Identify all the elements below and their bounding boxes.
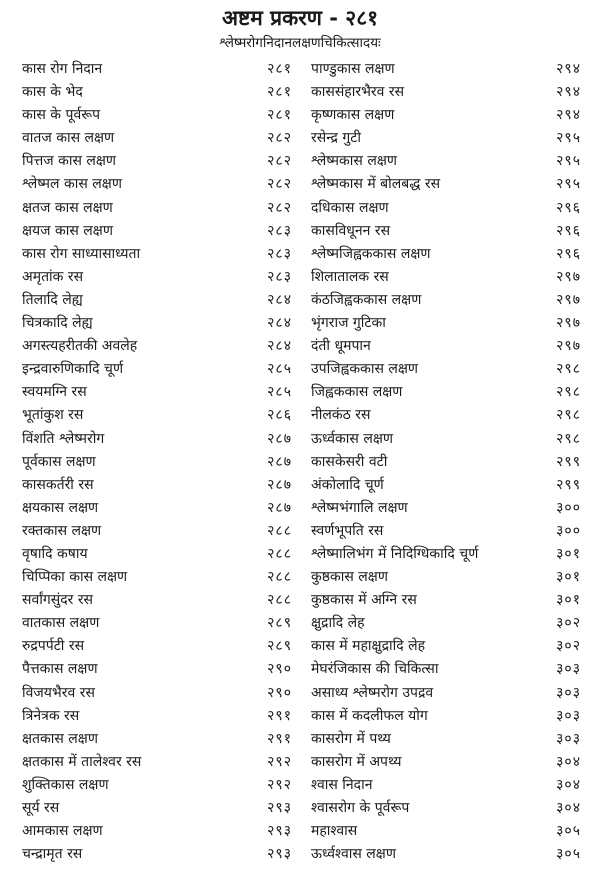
entry-page-number: २९४ [556, 61, 581, 77]
index-entry [311, 497, 581, 520]
entry-title: ऊर्ध्वश्वास लक्षण [311, 846, 396, 863]
index-entry [22, 820, 292, 843]
index-entry [22, 635, 292, 658]
index-entry [22, 751, 292, 774]
entry-title: कास में कदलीफल योग [311, 707, 428, 724]
index-entry [22, 843, 292, 866]
index-entry [311, 220, 581, 243]
entry-page-number: २९५ [556, 130, 581, 147]
entry-title: श्लेष्मकास में बोलबद्ध रस [311, 176, 441, 193]
entry-title: कास के पूर्वरूप [22, 107, 101, 124]
entry-page-number: २९६ [556, 222, 581, 239]
index-entry [311, 543, 581, 566]
entry-title: तिलादि लेह्य [22, 291, 83, 308]
index-entry [22, 58, 292, 81]
index-entry [22, 428, 292, 451]
entry-title: अंकोलादि चूर्ण [311, 476, 384, 493]
index-entry [311, 451, 581, 474]
index-entry [22, 104, 292, 127]
entry-page-number: २८२ [267, 153, 292, 170]
entry-title: अमृतांक रस [22, 268, 84, 285]
index-entry [311, 658, 581, 681]
entry-title: वातकास लक्षण [22, 615, 100, 632]
entry-page-number: ३०४ [556, 800, 581, 816]
entry-page-number: २८१ [267, 107, 292, 124]
index-column-left [22, 58, 292, 866]
entry-title: कास में महाक्षुद्रादि लेह [311, 638, 426, 655]
entry-page-number: २८९ [267, 615, 292, 632]
entry-page-number: २९२ [267, 776, 292, 793]
entry-page-number: ३०५ [556, 846, 581, 863]
entry-page-number: २९५ [556, 176, 581, 193]
index-entry [22, 658, 292, 681]
entry-page-number: २९१ [267, 730, 292, 747]
entry-page-number: २८८ [267, 522, 292, 539]
entry-page-number: २९९ [556, 476, 581, 493]
index-entry [22, 682, 292, 705]
entry-page-number: २८२ [267, 130, 292, 147]
entry-page-number: २९८ [556, 384, 581, 401]
entry-title: कास रोग निदान [22, 61, 103, 77]
entry-page-number: २८८ [267, 569, 292, 586]
index-entry [22, 543, 292, 566]
entry-title: अगस्त्यहरीतकी अवलेह [22, 338, 138, 355]
entry-title: चन्द्रामृत रस [22, 846, 83, 863]
entry-page-number: २९७ [556, 268, 581, 285]
entry-title: कास के भेद [22, 84, 83, 101]
index-entry [311, 127, 581, 150]
index-entry [22, 220, 292, 243]
index-entry [22, 520, 292, 543]
entry-title: कासरोग में अपथ्य [311, 753, 402, 770]
index-entry [22, 243, 292, 266]
entry-page-number: २९३ [267, 823, 292, 840]
index-entry [311, 104, 581, 127]
entry-title: श्वास निदान [311, 776, 373, 793]
entry-title: पाण्डुकास लक्षण [311, 61, 395, 77]
entry-title: क्षतकास लक्षण [22, 730, 98, 747]
index-entry [22, 150, 292, 173]
entry-page-number: २८९ [267, 638, 292, 655]
entry-page-number: २९४ [556, 107, 581, 124]
entry-title: काससंहारभैरव रस [311, 84, 405, 101]
entry-title: कासरोग में पथ्य [311, 730, 391, 747]
entry-title: सूर्य रस [22, 800, 60, 816]
index-entry [311, 428, 581, 451]
entry-page-number: ३०४ [556, 753, 581, 770]
page-subtitle: श्लेष्मरोगनिदानलक्षणचिकित्सादयः [219, 35, 381, 51]
entry-title: कुष्ठकास लक्षण [311, 569, 388, 586]
entry-title: नीलकंठ रस [311, 407, 371, 424]
entry-title: चित्रकादि लेह्य [22, 315, 93, 332]
entry-page-number: २८३ [267, 245, 292, 262]
entry-title: कासविधूनन रस [311, 222, 391, 239]
entry-page-number: २८७ [267, 499, 292, 516]
index-entry [311, 474, 581, 497]
entry-title: भृंगराज गुटिका [311, 315, 386, 332]
entry-title: इन्द्रवारुणिकादि चूर्ण [22, 361, 124, 378]
index-entry [22, 474, 292, 497]
index-entry [22, 312, 292, 335]
index-entry [22, 289, 292, 312]
index-entry [311, 751, 581, 774]
entry-title: दधिकास लक्षण [311, 199, 389, 216]
entry-title: उपजिह्वककास लक्षण [311, 361, 419, 378]
index-entry [311, 173, 581, 196]
entry-page-number: २८७ [267, 430, 292, 447]
entry-title: वातज कास लक्षण [22, 130, 115, 147]
entry-page-number: ३०१ [556, 569, 581, 586]
entry-page-number: ३०१ [556, 545, 581, 562]
entry-page-number: २८४ [267, 315, 292, 332]
entry-title: श्लेष्मभंगालि लक्षण [311, 499, 408, 516]
entry-page-number: ३०४ [556, 776, 581, 793]
entry-title: विजयभैरव रस [22, 684, 95, 701]
entry-page-number: २९८ [556, 361, 581, 378]
index-entry [311, 635, 581, 658]
entry-page-number: ३०३ [556, 730, 581, 747]
index-entry [311, 197, 581, 220]
entry-title: आमकास लक्षण [22, 823, 103, 840]
entry-title: कासकेसरी वटी [311, 453, 388, 470]
entry-page-number: २९७ [556, 315, 581, 332]
entry-page-number: २८७ [267, 476, 292, 493]
entry-title: श्वासरोग के पूर्वरूप [311, 800, 410, 816]
entry-title: कुष्ठकास में अग्नि रस [311, 592, 417, 609]
index-entry [311, 705, 581, 728]
index-entry [311, 820, 581, 843]
index-entry [311, 589, 581, 612]
entry-title: शिलातालक रस [311, 268, 389, 285]
index-entry [22, 266, 292, 289]
index-entry [22, 451, 292, 474]
entry-page-number: २८८ [267, 592, 292, 609]
entry-page-number: २८६ [267, 407, 292, 424]
entry-page-number: ३०३ [556, 684, 581, 701]
entry-title: वृषादि कषाय [22, 545, 88, 562]
entry-page-number: २८४ [267, 291, 292, 308]
index-entry [311, 728, 581, 751]
entry-title: शुक्तिकास लक्षण [22, 776, 109, 793]
index-entry [22, 335, 292, 358]
index-entry [22, 728, 292, 751]
index-entry [311, 774, 581, 797]
entry-page-number: २८५ [267, 384, 292, 401]
entry-title: कासकर्तरी रस [22, 476, 94, 493]
index-entry [311, 566, 581, 589]
index-entry [22, 81, 292, 104]
entry-page-number: २९३ [267, 800, 292, 816]
entry-title: रक्तकास लक्षण [22, 522, 102, 539]
index-entry [22, 381, 292, 404]
entry-title: रसेन्द्र गुटी [311, 130, 361, 147]
index-entry [22, 173, 292, 196]
entry-page-number: २९५ [556, 153, 581, 170]
index-entry [22, 404, 292, 427]
index-entry [311, 81, 581, 104]
entry-page-number: २८५ [267, 361, 292, 378]
entry-page-number: २९४ [556, 84, 581, 101]
entry-title: दंती धूमपान [311, 338, 371, 355]
entry-title: चिप्पिका कास लक्षण [22, 569, 128, 586]
entry-page-number: ३०० [556, 499, 581, 516]
page-title: अष्टम प्रकरण - २८१ [221, 6, 379, 30]
entry-title: ऊर्ध्वकास लक्षण [311, 430, 393, 447]
entry-title: पूर्वकास लक्षण [22, 453, 96, 470]
entry-page-number: ३०३ [556, 661, 581, 678]
index-entry [22, 612, 292, 635]
entry-page-number: २९७ [556, 338, 581, 355]
index-entry [311, 358, 581, 381]
entry-page-number: २९८ [556, 407, 581, 424]
entry-page-number: ३०१ [556, 592, 581, 609]
index-entry [22, 497, 292, 520]
entry-title: श्लेष्मजिह्वककास लक्षण [311, 245, 431, 262]
entry-page-number: २९७ [556, 291, 581, 308]
entry-title: स्वयमग्नि रस [22, 384, 87, 401]
entry-title: विंशति श्लेष्मरोग [22, 430, 105, 447]
entry-title: क्षयज कास लक्षण [22, 222, 113, 239]
entry-title: पैत्तकास लक्षण [22, 661, 98, 678]
entry-page-number: २८४ [267, 338, 292, 355]
entry-title: क्षतज कास लक्षण [22, 199, 113, 216]
entry-page-number: २८२ [267, 176, 292, 193]
entry-title: भूतांकुश रस [22, 407, 84, 424]
index-entry [22, 358, 292, 381]
entry-page-number: २९३ [267, 846, 292, 863]
entry-title: जिह्वककास लक्षण [311, 384, 403, 401]
entry-page-number: २८१ [267, 84, 292, 101]
index-entry [311, 289, 581, 312]
entry-title: असाध्य श्लेष्मरोग उपद्रव [311, 684, 434, 701]
entry-title: श्लेष्मकास लक्षण [311, 153, 397, 170]
entry-page-number: २८३ [267, 222, 292, 239]
entry-page-number: २९६ [556, 199, 581, 216]
index-entry [22, 197, 292, 220]
entry-title: महाश्वास [311, 823, 358, 840]
index-entry [22, 797, 292, 820]
entry-title: त्रिनेत्रक रस [22, 707, 80, 724]
entry-page-number: २८८ [267, 545, 292, 562]
index-column-right [311, 58, 581, 866]
entry-page-number: २९२ [267, 753, 292, 770]
entry-title: स्वर्णभूपति रस [311, 522, 384, 539]
entry-page-number: ३०२ [556, 615, 581, 632]
index-entry [22, 127, 292, 150]
index-entry [22, 774, 292, 797]
entry-page-number: ३०३ [556, 707, 581, 724]
index-entry [311, 312, 581, 335]
entry-title: पित्तज कास लक्षण [22, 153, 117, 170]
index-entry [22, 705, 292, 728]
index-entry [311, 797, 581, 820]
index-entry [311, 243, 581, 266]
entry-page-number: २९६ [556, 245, 581, 262]
entry-title: कास रोग साध्यासाध्यता [22, 245, 141, 262]
index-entry [22, 566, 292, 589]
entry-page-number: २८३ [267, 268, 292, 285]
entry-title: क्षतकास में तालेश्वर रस [22, 753, 142, 770]
index-entry [311, 381, 581, 404]
entry-title: मेघरंजिकास की चिकित्सा [311, 661, 439, 678]
entry-title: कंठजिह्वककास लक्षण [311, 291, 422, 308]
entry-page-number: २८१ [267, 61, 292, 77]
entry-page-number: २९८ [556, 430, 581, 447]
entry-page-number: ३०० [556, 522, 581, 539]
index-entry [311, 404, 581, 427]
entry-page-number: ३०५ [556, 823, 581, 840]
entry-page-number: २८२ [267, 199, 292, 216]
entry-title: श्लेष्मालिभंग में निदिग्धिकादि चूर्ण [311, 545, 479, 562]
entry-title: सर्वांगसुंदर रस [22, 592, 94, 609]
entry-page-number: २९९ [556, 453, 581, 470]
index-entry [311, 682, 581, 705]
index-entry [311, 612, 581, 635]
entry-title: कृष्णकास लक्षण [311, 107, 395, 124]
index-entry [311, 520, 581, 543]
index-entry [311, 266, 581, 289]
entry-title: क्षुद्रादि लेह [311, 615, 365, 632]
index-entry [311, 150, 581, 173]
entry-page-number: २९१ [267, 707, 292, 724]
entry-title: रुद्रपर्पटी रस [22, 638, 85, 655]
entry-title: क्षयकास लक्षण [22, 499, 99, 516]
entry-page-number: २९० [267, 684, 292, 701]
entry-page-number: ३०२ [556, 638, 581, 655]
entry-title: श्लेष्मल कास लक्षण [22, 176, 122, 193]
index-entry [311, 335, 581, 358]
index-entry [22, 589, 292, 612]
index-entry [311, 58, 581, 81]
index-entry [311, 843, 581, 866]
entry-page-number: २८७ [267, 453, 292, 470]
entry-page-number: २९० [267, 661, 292, 678]
